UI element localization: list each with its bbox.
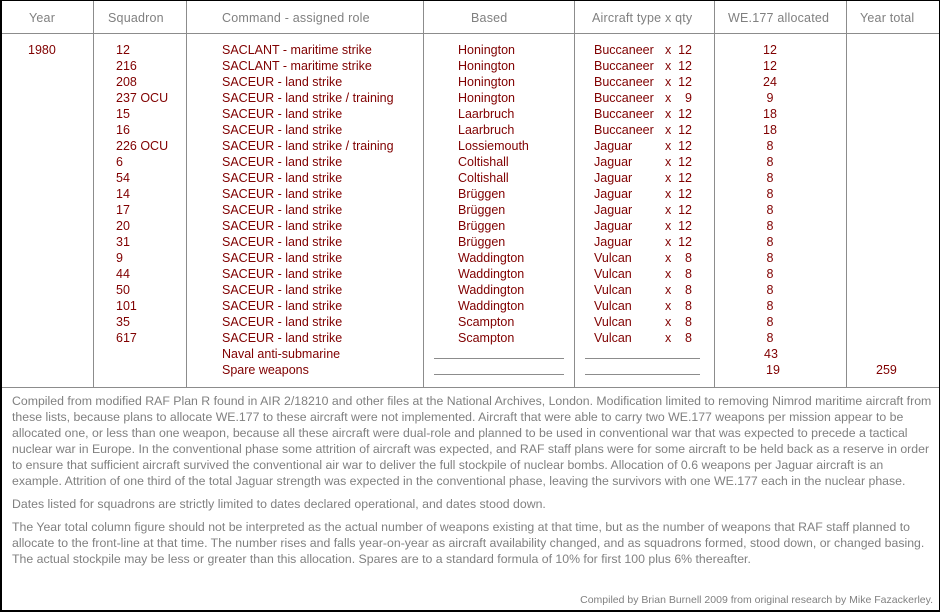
based-cell: Brüggen: [458, 187, 506, 201]
column-divider: [846, 1, 847, 387]
aircraft-x-cell: x: [665, 43, 672, 57]
blank-rule: [434, 358, 564, 359]
aircraft-type-cell: Jaguar: [594, 219, 633, 233]
allocated-cell: 8: [766, 219, 774, 233]
command-cell: SACEUR - land strike: [222, 123, 343, 137]
aircraft-type-cell: Buccaneer: [594, 91, 654, 105]
column-divider: [93, 1, 94, 387]
allocated-cell: 8: [766, 267, 774, 281]
extra-row-allocated: 43: [764, 347, 778, 361]
based-cell: Waddington: [458, 283, 525, 297]
command-cell: SACEUR - land strike: [222, 107, 343, 121]
aircraft-qty-cell: 8: [685, 267, 692, 281]
footnote-paragraph: Compiled from modified RAF Plan R found in AIR 2/18210 and other files at the National Archives, London. Modification limited to removing Nimrod maritime aircraft from these lists, because plans to allocate WE.177 to these aircraft were not implemented. Aircraft that were able to carry two WE.177 weapons per mission appear to be allocated one, or less than one weapon, because all these aircraft were dual-role and planned to be used in conventional war that was expected to precede a tactical nuclear war in Europe. In the conventional phase some attrition of aircraft was expected, and RAF staff plans were for some aircraft to be held back as a reserve in order to ensure that sufficient aircraft survived the conventional air war to deliver the full stockpile of nuclear bombs. Allocation of 0.6 weapons per Jaguar aircraft is an example. Attrition of one third of the total Jaguar strength was expected in the conventional phase, leaving the survivors with one WE.177 each in the nuclear phase.: [12, 394, 932, 488]
aircraft-type-cell: Jaguar: [594, 155, 633, 169]
header-based: Based: [471, 11, 508, 25]
aircraft-x-cell: x: [665, 299, 672, 313]
aircraft-type-cell: Vulcan: [594, 331, 632, 345]
allocated-cell: 8: [766, 203, 774, 217]
allocated-cell: 18: [763, 107, 777, 121]
squadron-cell: 6: [116, 155, 123, 169]
command-cell: SACEUR - land strike: [222, 299, 343, 313]
command-cell: SACEUR - land strike: [222, 171, 343, 185]
header-year: Year: [29, 11, 56, 25]
column-divider: [714, 1, 715, 387]
based-cell: Brüggen: [458, 235, 506, 249]
aircraft-x-cell: x: [665, 107, 672, 121]
allocation-table: [2, 1, 939, 387]
based-cell: Scampton: [458, 331, 515, 345]
squadron-cell: 15: [116, 107, 130, 121]
allocated-cell: 8: [766, 283, 774, 297]
blank-rule: [434, 374, 564, 375]
squadron-cell: 17: [116, 203, 130, 217]
aircraft-type-cell: Vulcan: [594, 283, 632, 297]
aircraft-qty-cell: 12: [678, 139, 692, 153]
aircraft-x-cell: x: [665, 235, 672, 249]
header-aircraft: Aircraft type x qty: [592, 11, 693, 25]
footnote-paragraph: The Year total column figure should not be interpreted as the actual number of weapons existing at that time, but as the number of weapons that RAF staff planned to allocate to the front-line at that time. The number rises and falls year-on-year as aircraft availability changed, and as squadrons formed, stood down, or changed basing. The actual stockpile may be less or greater than this allocation. Spares are to a standard formula of 10% for first 100 plus 6% thereafter.: [12, 520, 925, 566]
aircraft-type-cell: Buccaneer: [594, 59, 654, 73]
command-cell: SACEUR - land strike: [222, 235, 343, 249]
aircraft-qty-cell: 12: [678, 171, 692, 185]
credit-line: Compiled by Brian Burnell 2009 from original research by Mike Fazackerley.: [580, 594, 933, 606]
aircraft-qty-cell: 12: [678, 187, 692, 201]
squadron-cell: 101: [116, 299, 137, 313]
aircraft-x-cell: x: [665, 139, 672, 153]
allocated-cell: 8: [766, 331, 774, 345]
command-cell: SACEUR - land strike / training: [222, 139, 394, 153]
based-cell: Honington: [458, 91, 515, 105]
header-divider: [2, 33, 939, 34]
command-cell: SACLANT - maritime strike: [222, 59, 372, 73]
allocated-cell: 8: [766, 171, 774, 185]
command-cell: SACEUR - land strike: [222, 203, 343, 217]
command-cell: SACEUR - land strike: [222, 155, 343, 169]
column-divider: [574, 1, 575, 387]
squadron-cell: 12: [116, 43, 130, 57]
command-cell: SACEUR - land strike: [222, 267, 343, 281]
aircraft-type-cell: Vulcan: [594, 251, 632, 265]
aircraft-qty-cell: 8: [685, 251, 692, 265]
aircraft-x-cell: x: [665, 59, 672, 73]
header-allocated: WE.177 allocated: [728, 11, 830, 25]
aircraft-type-cell: Buccaneer: [594, 123, 654, 137]
aircraft-type-cell: Buccaneer: [594, 107, 654, 121]
command-cell: SACEUR - land strike: [222, 251, 343, 265]
blank-rule: [585, 374, 700, 375]
squadron-cell: 20: [116, 219, 130, 233]
header-squadron: Squadron: [108, 11, 164, 25]
squadron-cell: 16: [116, 123, 130, 137]
aircraft-x-cell: x: [665, 75, 672, 89]
header-command: Command - assigned role: [222, 11, 370, 25]
extra-row-command: Naval anti-submarine: [222, 347, 341, 361]
year-value: 1980: [28, 43, 56, 57]
allocated-cell: 8: [766, 251, 774, 265]
based-cell: Waddington: [458, 267, 525, 281]
aircraft-x-cell: x: [665, 203, 672, 217]
aircraft-type-cell: Vulcan: [594, 299, 632, 313]
column-divider: [423, 1, 424, 387]
footnote-paragraph: Dates listed for squadrons are strictly limited to dates declared operational, and dates stood down.: [12, 497, 546, 511]
based-cell: Honington: [458, 75, 515, 89]
squadron-cell: 54: [116, 171, 130, 185]
command-cell: SACEUR - land strike: [222, 75, 343, 89]
based-cell: Waddington: [458, 251, 525, 265]
aircraft-type-cell: Jaguar: [594, 187, 633, 201]
aircraft-qty-cell: 12: [678, 235, 692, 249]
allocated-cell: 8: [766, 187, 774, 201]
squadron-cell: 50: [116, 283, 130, 297]
aircraft-type-cell: Jaguar: [594, 171, 633, 185]
aircraft-type-cell: Jaguar: [594, 139, 633, 153]
allocated-cell: 12: [763, 43, 777, 57]
squadron-cell: 31: [116, 235, 130, 249]
based-cell: Lossiemouth: [458, 139, 529, 153]
squadron-cell: 208: [116, 75, 137, 89]
extra-row-command: Spare weapons: [222, 363, 309, 377]
blank-rule: [585, 358, 700, 359]
based-cell: Brüggen: [458, 203, 506, 217]
header-year-total: Year total: [860, 11, 915, 25]
command-cell: SACEUR - land strike / training: [222, 91, 394, 105]
based-cell: Honington: [458, 43, 515, 57]
aircraft-type-cell: Jaguar: [594, 235, 633, 249]
footnotes: [12, 393, 932, 574]
based-cell: Brüggen: [458, 219, 506, 233]
command-cell: SACEUR - land strike: [222, 331, 343, 345]
aircraft-x-cell: x: [665, 171, 672, 185]
aircraft-qty-cell: 12: [678, 59, 692, 73]
aircraft-qty-cell: 9: [685, 91, 692, 105]
aircraft-qty-cell: 12: [678, 107, 692, 121]
squadron-cell: 14: [116, 187, 130, 201]
aircraft-x-cell: x: [665, 331, 672, 345]
based-cell: Waddington: [458, 299, 525, 313]
aircraft-x-cell: x: [665, 155, 672, 169]
aircraft-qty-cell: 8: [685, 299, 692, 313]
aircraft-qty-cell: 12: [678, 155, 692, 169]
allocated-cell: 24: [763, 75, 777, 89]
squadron-cell: 237 OCU: [116, 91, 169, 105]
year-total-value: 259: [876, 363, 897, 377]
allocated-cell: 8: [766, 235, 774, 249]
based-cell: Coltishall: [458, 171, 509, 185]
command-cell: SACEUR - land strike: [222, 315, 343, 329]
allocated-cell: 8: [766, 315, 774, 329]
allocated-cell: 18: [763, 123, 777, 137]
allocated-cell: 8: [766, 139, 774, 153]
aircraft-qty-cell: 12: [678, 43, 692, 57]
allocated-cell: 12: [763, 59, 777, 73]
squadron-cell: 44: [116, 267, 130, 281]
aircraft-qty-cell: 12: [678, 203, 692, 217]
aircraft-x-cell: x: [665, 283, 672, 297]
aircraft-type-cell: Buccaneer: [594, 43, 654, 57]
aircraft-x-cell: x: [665, 123, 672, 137]
aircraft-qty-cell: 8: [685, 315, 692, 329]
aircraft-qty-cell: 12: [678, 123, 692, 137]
aircraft-x-cell: x: [665, 315, 672, 329]
based-cell: Coltishall: [458, 155, 509, 169]
aircraft-type-cell: Jaguar: [594, 203, 633, 217]
squadron-cell: 35: [116, 315, 130, 329]
table-bottom-divider: [2, 387, 939, 388]
aircraft-type-cell: Vulcan: [594, 315, 632, 329]
aircraft-x-cell: x: [665, 267, 672, 281]
allocated-cell: 8: [766, 299, 774, 313]
squadron-cell: 9: [116, 251, 123, 265]
aircraft-x-cell: x: [665, 187, 672, 201]
aircraft-type-cell: Buccaneer: [594, 75, 654, 89]
squadron-cell: 216: [116, 59, 137, 73]
based-cell: Honington: [458, 59, 515, 73]
extra-row-allocated: 19: [766, 363, 780, 377]
aircraft-x-cell: x: [665, 91, 672, 105]
squadron-cell: 617: [116, 331, 137, 345]
aircraft-type-cell: Vulcan: [594, 267, 632, 281]
aircraft-qty-cell: 8: [685, 331, 692, 345]
based-cell: Laarbruch: [458, 123, 515, 137]
aircraft-qty-cell: 12: [678, 219, 692, 233]
command-cell: SACEUR - land strike: [222, 219, 343, 233]
command-cell: SACEUR - land strike: [222, 187, 343, 201]
aircraft-x-cell: x: [665, 219, 672, 233]
allocated-cell: 8: [766, 155, 774, 169]
command-cell: SACLANT - maritime strike: [222, 43, 372, 57]
command-cell: SACEUR - land strike: [222, 283, 343, 297]
based-cell: Scampton: [458, 315, 515, 329]
aircraft-qty-cell: 8: [685, 283, 692, 297]
based-cell: Laarbruch: [458, 107, 515, 121]
squadron-cell: 226 OCU: [116, 139, 169, 153]
aircraft-x-cell: x: [665, 251, 672, 265]
aircraft-qty-cell: 12: [678, 75, 692, 89]
column-divider: [186, 1, 187, 387]
allocated-cell: 9: [766, 91, 774, 105]
